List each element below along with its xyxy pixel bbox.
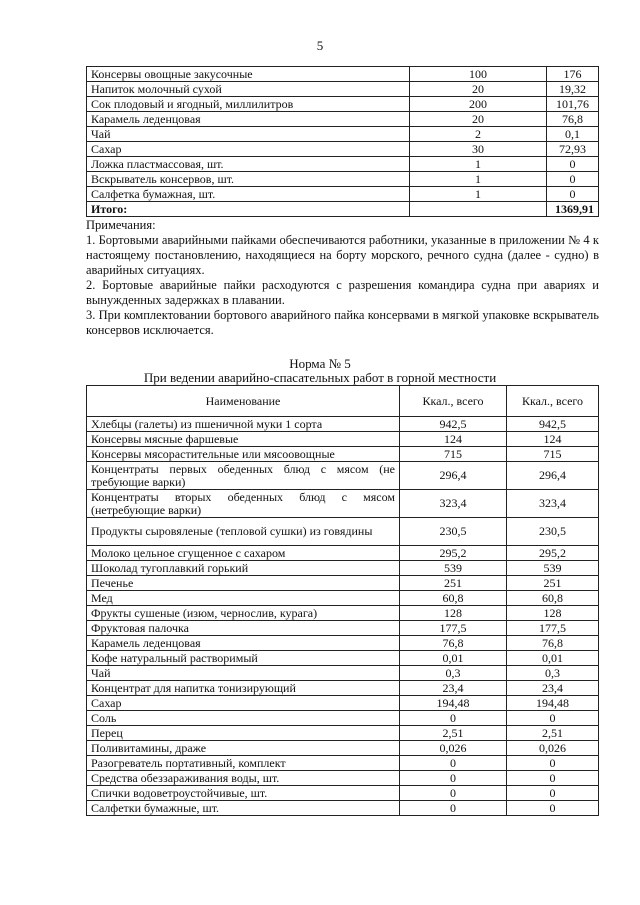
item-kcal-b: 0,3	[507, 666, 599, 681]
item-kcal-a: 128	[400, 606, 507, 621]
item-name: Вскрыватель консервов, шт.	[87, 172, 410, 187]
item-name: Перец	[87, 726, 400, 741]
item-quantity: 1	[410, 187, 547, 202]
ration-table-continued	[86, 66, 599, 217]
header-kcal-total: Ккал., всего	[400, 386, 507, 417]
table-row	[87, 771, 599, 786]
norm-title: Норма № 5	[289, 356, 351, 371]
item-name: Кофе натуральный растворимый	[87, 651, 400, 666]
item-kcal-b: 177,5	[507, 621, 599, 636]
table-row	[87, 518, 599, 546]
item-name: Поливитамины, драже	[87, 741, 400, 756]
item-name: Чай	[87, 127, 410, 142]
item-kcal-b: 323,4	[507, 490, 599, 518]
item-kcal-a: 230,5	[400, 518, 507, 546]
notes-heading: Примечания:	[86, 218, 156, 232]
item-kcal-b: 76,8	[507, 636, 599, 651]
item-kcal-a: 295,2	[400, 546, 507, 561]
total-label: Итого:	[87, 202, 410, 217]
table-row	[87, 801, 599, 816]
item-kcal-b: 0	[507, 786, 599, 801]
item-name: Консервы мясные фаршевые	[87, 432, 400, 447]
table-row	[87, 651, 599, 666]
item-kcal-b: 295,2	[507, 546, 599, 561]
item-name: Консервы мясорастительные или мясоовощные	[87, 447, 400, 462]
item-name: Молоко цельное сгущенное с сахаром	[87, 546, 400, 561]
item-kcal: 101,76	[547, 97, 599, 112]
table-row	[87, 172, 599, 187]
table-row	[87, 112, 599, 127]
item-kcal-a: 0	[400, 756, 507, 771]
item-kcal-a: 76,8	[400, 636, 507, 651]
item-name: Напиток молочный сухой	[87, 82, 410, 97]
table-row	[87, 711, 599, 726]
table-row	[87, 591, 599, 606]
item-quantity: 100	[410, 67, 547, 82]
item-kcal-b: 0,026	[507, 741, 599, 756]
item-name: Сахар	[87, 696, 400, 711]
table-row	[87, 490, 599, 518]
total-empty-cell	[410, 202, 547, 217]
item-kcal-a: 60,8	[400, 591, 507, 606]
table-row	[87, 786, 599, 801]
item-kcal-a: 296,4	[400, 462, 507, 490]
table-row	[87, 636, 599, 651]
item-name: Салфетка бумажная, шт.	[87, 187, 410, 202]
item-name: Фруктовая палочка	[87, 621, 400, 636]
item-kcal-b: 0	[507, 801, 599, 816]
note-item: 3. При комплектовании бортового аварийного пайка консервами в мягкой упаковке вскрыватель консервов исключается.	[86, 308, 599, 337]
table-row	[87, 606, 599, 621]
item-kcal-b: 23,4	[507, 681, 599, 696]
table-row	[87, 447, 599, 462]
item-kcal-a: 323,4	[400, 490, 507, 518]
item-kcal-b: 0,01	[507, 651, 599, 666]
item-quantity: 1	[410, 172, 547, 187]
item-quantity: 2	[410, 127, 547, 142]
table-row	[87, 127, 599, 142]
item-kcal-b: 0	[507, 771, 599, 786]
item-quantity: 200	[410, 97, 547, 112]
item-kcal-b: 0	[507, 711, 599, 726]
table-row	[87, 187, 599, 202]
item-kcal-a: 124	[400, 432, 507, 447]
item-kcal: 0	[547, 172, 599, 187]
total-value: 1369,91	[547, 202, 599, 217]
item-name: Средства обеззараживания воды, шт.	[87, 771, 400, 786]
item-name: Сахар	[87, 142, 410, 157]
item-name: Чай	[87, 666, 400, 681]
table-row	[87, 726, 599, 741]
table-row	[87, 696, 599, 711]
item-name: Сок плодовый и ягодный, миллилитров	[87, 97, 410, 112]
item-kcal-a: 194,48	[400, 696, 507, 711]
item-quantity: 1	[410, 157, 547, 172]
item-kcal-b: 942,5	[507, 417, 599, 432]
norm5-table	[86, 385, 599, 816]
item-kcal: 72,93	[547, 142, 599, 157]
table-row	[87, 82, 599, 97]
item-kcal-a: 0	[400, 786, 507, 801]
norm-subtitle: При ведении аварийно-спасательных работ в горной местности	[143, 370, 497, 385]
item-name: Печенье	[87, 576, 400, 591]
item-name: Концентраты вторых обеденных блюд с мясом (нетребующие варки)	[87, 490, 400, 518]
item-kcal-b: 0	[507, 756, 599, 771]
item-kcal: 0	[547, 157, 599, 172]
item-kcal-a: 0	[400, 771, 507, 786]
item-kcal-a: 177,5	[400, 621, 507, 636]
table-row	[87, 756, 599, 771]
item-kcal: 76,8	[547, 112, 599, 127]
table-row	[87, 462, 599, 490]
item-name: Шоколад тугоплавкий горький	[87, 561, 400, 576]
page-number: 5	[316, 38, 324, 53]
header-name: Наименование	[87, 386, 400, 417]
item-name: Разогреватель портативный, комплект	[87, 756, 400, 771]
item-kcal-b: 2,51	[507, 726, 599, 741]
total-row	[87, 202, 599, 217]
item-name: Концентрат для напитка тонизирующий	[87, 681, 400, 696]
item-quantity: 30	[410, 142, 547, 157]
item-kcal-a: 0,01	[400, 651, 507, 666]
item-name: Спички водоветроустойчивые, шт.	[87, 786, 400, 801]
table-row	[87, 741, 599, 756]
item-name: Карамель леденцовая	[87, 636, 400, 651]
table-row	[87, 142, 599, 157]
table-row	[87, 67, 599, 82]
table-row	[87, 561, 599, 576]
item-kcal-a: 0	[400, 711, 507, 726]
item-kcal-b: 230,5	[507, 518, 599, 546]
header-kcal-total: Ккал., всего	[507, 386, 599, 417]
item-kcal: 0	[547, 187, 599, 202]
item-kcal-b: 124	[507, 432, 599, 447]
item-name: Соль	[87, 711, 400, 726]
item-quantity: 20	[410, 82, 547, 97]
item-quantity: 20	[410, 112, 547, 127]
table-row	[87, 417, 599, 432]
item-name: Ложка пластмассовая, шт.	[87, 157, 410, 172]
table-row	[87, 666, 599, 681]
item-kcal-a: 539	[400, 561, 507, 576]
item-name: Концентраты первых обеденных блюд с мясом (не требующие варки)	[87, 462, 400, 490]
table-row	[87, 157, 599, 172]
item-kcal-a: 0,026	[400, 741, 507, 756]
item-name: Продукты сыровяленые (тепловой сушки) из говядины	[87, 518, 400, 546]
item-name: Фрукты сушеные (изюм, чернослив, курага)	[87, 606, 400, 621]
item-name: Карамель леденцовая	[87, 112, 410, 127]
item-kcal-b: 539	[507, 561, 599, 576]
item-kcal: 176	[547, 67, 599, 82]
item-kcal: 0,1	[547, 127, 599, 142]
item-kcal-a: 2,51	[400, 726, 507, 741]
table-row	[87, 432, 599, 447]
item-kcal-a: 715	[400, 447, 507, 462]
item-kcal-b: 296,4	[507, 462, 599, 490]
item-kcal: 19,32	[547, 82, 599, 97]
item-name: Салфетки бумажные, шт.	[87, 801, 400, 816]
item-kcal-b: 251	[507, 576, 599, 591]
item-kcal-a: 23,4	[400, 681, 507, 696]
item-name: Хлебцы (галеты) из пшеничной муки 1 сорта	[87, 417, 400, 432]
table-row	[87, 576, 599, 591]
item-kcal-a: 0,3	[400, 666, 507, 681]
notes-block	[86, 218, 599, 338]
table-row	[87, 681, 599, 696]
item-kcal-a: 942,5	[400, 417, 507, 432]
item-kcal-b: 128	[507, 606, 599, 621]
table-row	[87, 546, 599, 561]
table-row	[87, 97, 599, 112]
table-row	[87, 621, 599, 636]
item-kcal-a: 251	[400, 576, 507, 591]
item-kcal-b: 60,8	[507, 591, 599, 606]
item-name: Мед	[87, 591, 400, 606]
note-item: 2. Бортовые аварийные пайки расходуются с разрешения командира судна при авариях и вынужденных задержках в плавании.	[86, 278, 599, 307]
item-name: Консервы овощные закусочные	[87, 67, 410, 82]
item-kcal-b: 194,48	[507, 696, 599, 711]
table-header-row	[87, 386, 599, 417]
item-kcal-a: 0	[400, 801, 507, 816]
note-item: 1. Бортовыми аварийными пайками обеспечиваются работники, указанные в приложении № 4 к настоящему постановлению, находящиеся на борту морского, речного судна (далее - судно) в аварийных ситуациях.	[86, 233, 599, 277]
item-kcal-b: 715	[507, 447, 599, 462]
